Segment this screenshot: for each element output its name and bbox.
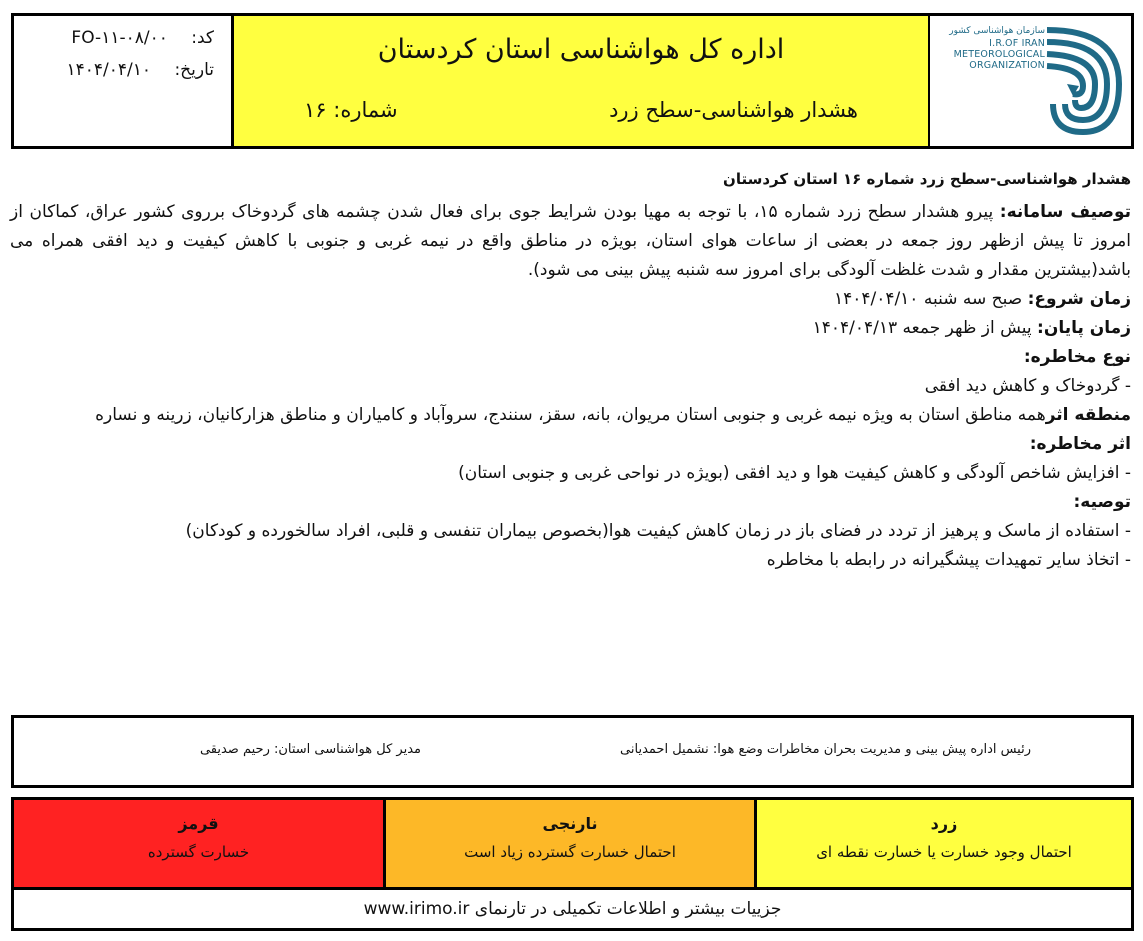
irimo-logo-icon bbox=[1045, 24, 1125, 136]
logo-persian-text: سازمان هواشناسی کشور bbox=[949, 26, 1045, 36]
start-time-label: زمان شروع: bbox=[1027, 289, 1131, 309]
level-red-desc: خسارت گسترده bbox=[147, 843, 250, 861]
description-paragraph bbox=[10, 198, 1131, 285]
level-yellow-name: زرد bbox=[930, 814, 958, 833]
level-orange-desc: احتمال خسارت گسترده زیاد است bbox=[464, 843, 676, 861]
affected-area-value: همه مناطق استان به ویژه نیمه غربی و جنوبی استان مریوان، بانه، سقز، سنندج، سروآباد و کامیاران و مناطق هزارکانیان، زرینه و نساره bbox=[95, 405, 1046, 425]
forecast-head-signature: رئیس اداره پیش بینی و مدیریت بحران مخاطرات وضع هوا: نشمیل احمدیانی bbox=[620, 742, 1031, 757]
header-title-box bbox=[231, 13, 931, 149]
warning-number: شماره: ۱۶ bbox=[304, 98, 398, 122]
level-yellow bbox=[757, 800, 1131, 887]
affected-area-paragraph bbox=[10, 401, 1131, 430]
warning-subject: هشدار هواشناسی-سطح زرد شماره ۱۶ استان کردستان bbox=[723, 170, 1131, 188]
start-time-row bbox=[10, 285, 1131, 314]
date-row bbox=[67, 60, 214, 80]
recommendation-label: توصیه: bbox=[1073, 492, 1131, 512]
affected-area-label: منطقه اثر bbox=[1045, 405, 1131, 425]
signature-box bbox=[11, 715, 1134, 788]
recommendation-item: - استفاده از ماسک و پرهیز از تردد در فضای باز در زمان کاهش کیفیت هوا(بخصوص بیماران تنفسی و قلبی، افراد سالخورده و کودکان) bbox=[185, 521, 1131, 541]
logo-line1: I.R.OF IRAN bbox=[989, 38, 1045, 49]
org-title: اداره کل هواشناسی استان کردستان bbox=[377, 34, 785, 65]
logo-line3: ORGANIZATION bbox=[969, 60, 1045, 71]
impact-value: - افزایش شاخص آلودگی و کاهش کیفیت هوا و دید افقی (بویژه در نواحی غربی و جنوبی استان) bbox=[458, 463, 1131, 483]
hazard-type-label: نوع مخاطره: bbox=[1023, 347, 1131, 367]
doc-meta-box bbox=[11, 13, 232, 149]
website-footer: جزییات بیشتر و اطلاعات تکمیلی در تارنمای www.irimo.ir bbox=[14, 887, 1131, 928]
end-time-label: زمان پایان: bbox=[1037, 318, 1131, 338]
logo-line2: METEOROLOGICAL bbox=[953, 49, 1045, 60]
code-value: FO-۱۱-۰۸/۰۰ bbox=[71, 28, 168, 48]
start-time-value: صبح سه شنبه ۱۴۰۴/۰۴/۱۰ bbox=[833, 289, 1028, 309]
description-label: توصیف سامانه: bbox=[999, 202, 1131, 222]
warning-level-legend bbox=[11, 797, 1134, 931]
level-red bbox=[14, 800, 383, 887]
level-red-name: قرمز bbox=[178, 814, 219, 833]
code-label: کد: bbox=[191, 28, 214, 48]
impact-label: اثر مخاطره: bbox=[1029, 434, 1131, 454]
level-orange bbox=[383, 800, 757, 887]
level-orange-name: نارنجی bbox=[542, 814, 598, 833]
hazard-type-value: - گردوخاک و کاهش دید افقی bbox=[924, 376, 1131, 396]
director-signature: مدیر کل هواشناسی استان: رحیم صدیقی bbox=[199, 742, 421, 757]
level-yellow-desc: احتمال وجود خسارت یا خسارت نقطه ای bbox=[816, 843, 1072, 861]
warning-body bbox=[10, 165, 1131, 575]
end-time-row bbox=[10, 314, 1131, 343]
warning-title: هشدار هواشناسی-سطح زرد bbox=[609, 98, 858, 122]
end-time-value: پیش از ظهر جمعه ۱۴۰۴/۰۴/۱۳ bbox=[812, 318, 1038, 338]
description-text: پیرو هشدار سطح زرد شماره ۱۵، با توجه به مهیا بودن شرایط جوی برای فعال شدن چشمه های گردوخاک برروی کشور عراق، کماکان از امروز تا پیش ازظهر روز جمعه در بعضی از ساعات هوای استان، بویژه در مناطق واقع در نیمه غربی و جنوبی با کاهش کیفیت و دید افقی همراه می باشد(بیشترین مقدار و شدت غلظت آلودگی برای امروز سه شنبه پیش بینی می شود). bbox=[10, 202, 1131, 280]
date-value: ۱۴۰۴/۰۴/۱۰ bbox=[66, 60, 152, 80]
recommendation-item: - اتخاذ سایر تمهیدات پیشگیرانه در رابطه با مخاطره bbox=[766, 550, 1131, 570]
date-label: تاریخ: bbox=[174, 60, 214, 80]
logo-box bbox=[930, 13, 1134, 149]
code-row bbox=[71, 28, 214, 48]
